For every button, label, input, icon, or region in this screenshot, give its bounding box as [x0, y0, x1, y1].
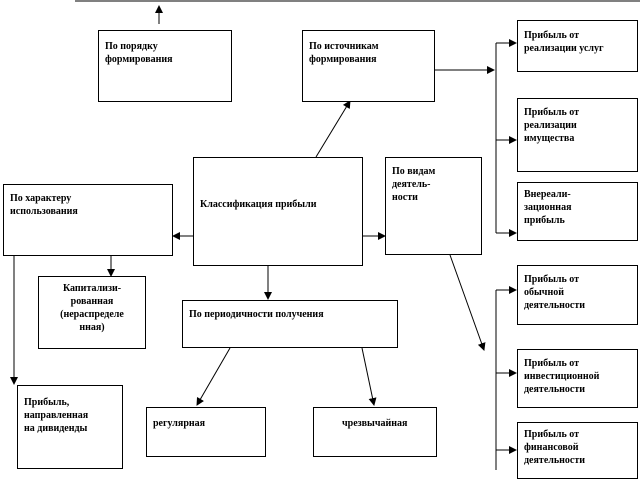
box-non-operating: Внереали- зационная прибыль	[517, 182, 638, 241]
box-financial: Прибыль от финансовой деятельности	[517, 422, 638, 479]
box-dividends: Прибыль, направленная на дивиденды	[17, 385, 123, 469]
box-extraordinary: чрезвычайная	[313, 407, 437, 457]
box-center-classification: Классификация прибыли	[193, 157, 363, 266]
box-investment: Прибыль от инвестиционной деятельности	[517, 349, 638, 408]
box-capitalized: Капитализи- рованная (нераспределе нная)	[38, 276, 146, 349]
box-by-usage: По характеру использования	[3, 184, 173, 256]
arrow-center-to-sources	[316, 101, 350, 157]
box-regular: регулярная	[146, 407, 266, 457]
box-sales-property: Прибыль от реализации имущества	[517, 98, 638, 172]
box-sales-services: Прибыль от реализации услуг	[517, 20, 638, 72]
box-ordinary: Прибыль от обычной деятельности	[517, 265, 638, 325]
box-by-order: По порядку формирования	[98, 30, 232, 102]
box-by-sources: По источникам формирования	[302, 30, 435, 102]
arrow-to-regular	[197, 348, 230, 405]
box-by-periodicity: По периодичности получения	[182, 300, 398, 348]
arrow-activity-to-bracket	[450, 255, 484, 350]
box-by-activity: По видам деятель- ности	[385, 157, 482, 255]
arrow-to-extraordinary	[362, 348, 374, 405]
